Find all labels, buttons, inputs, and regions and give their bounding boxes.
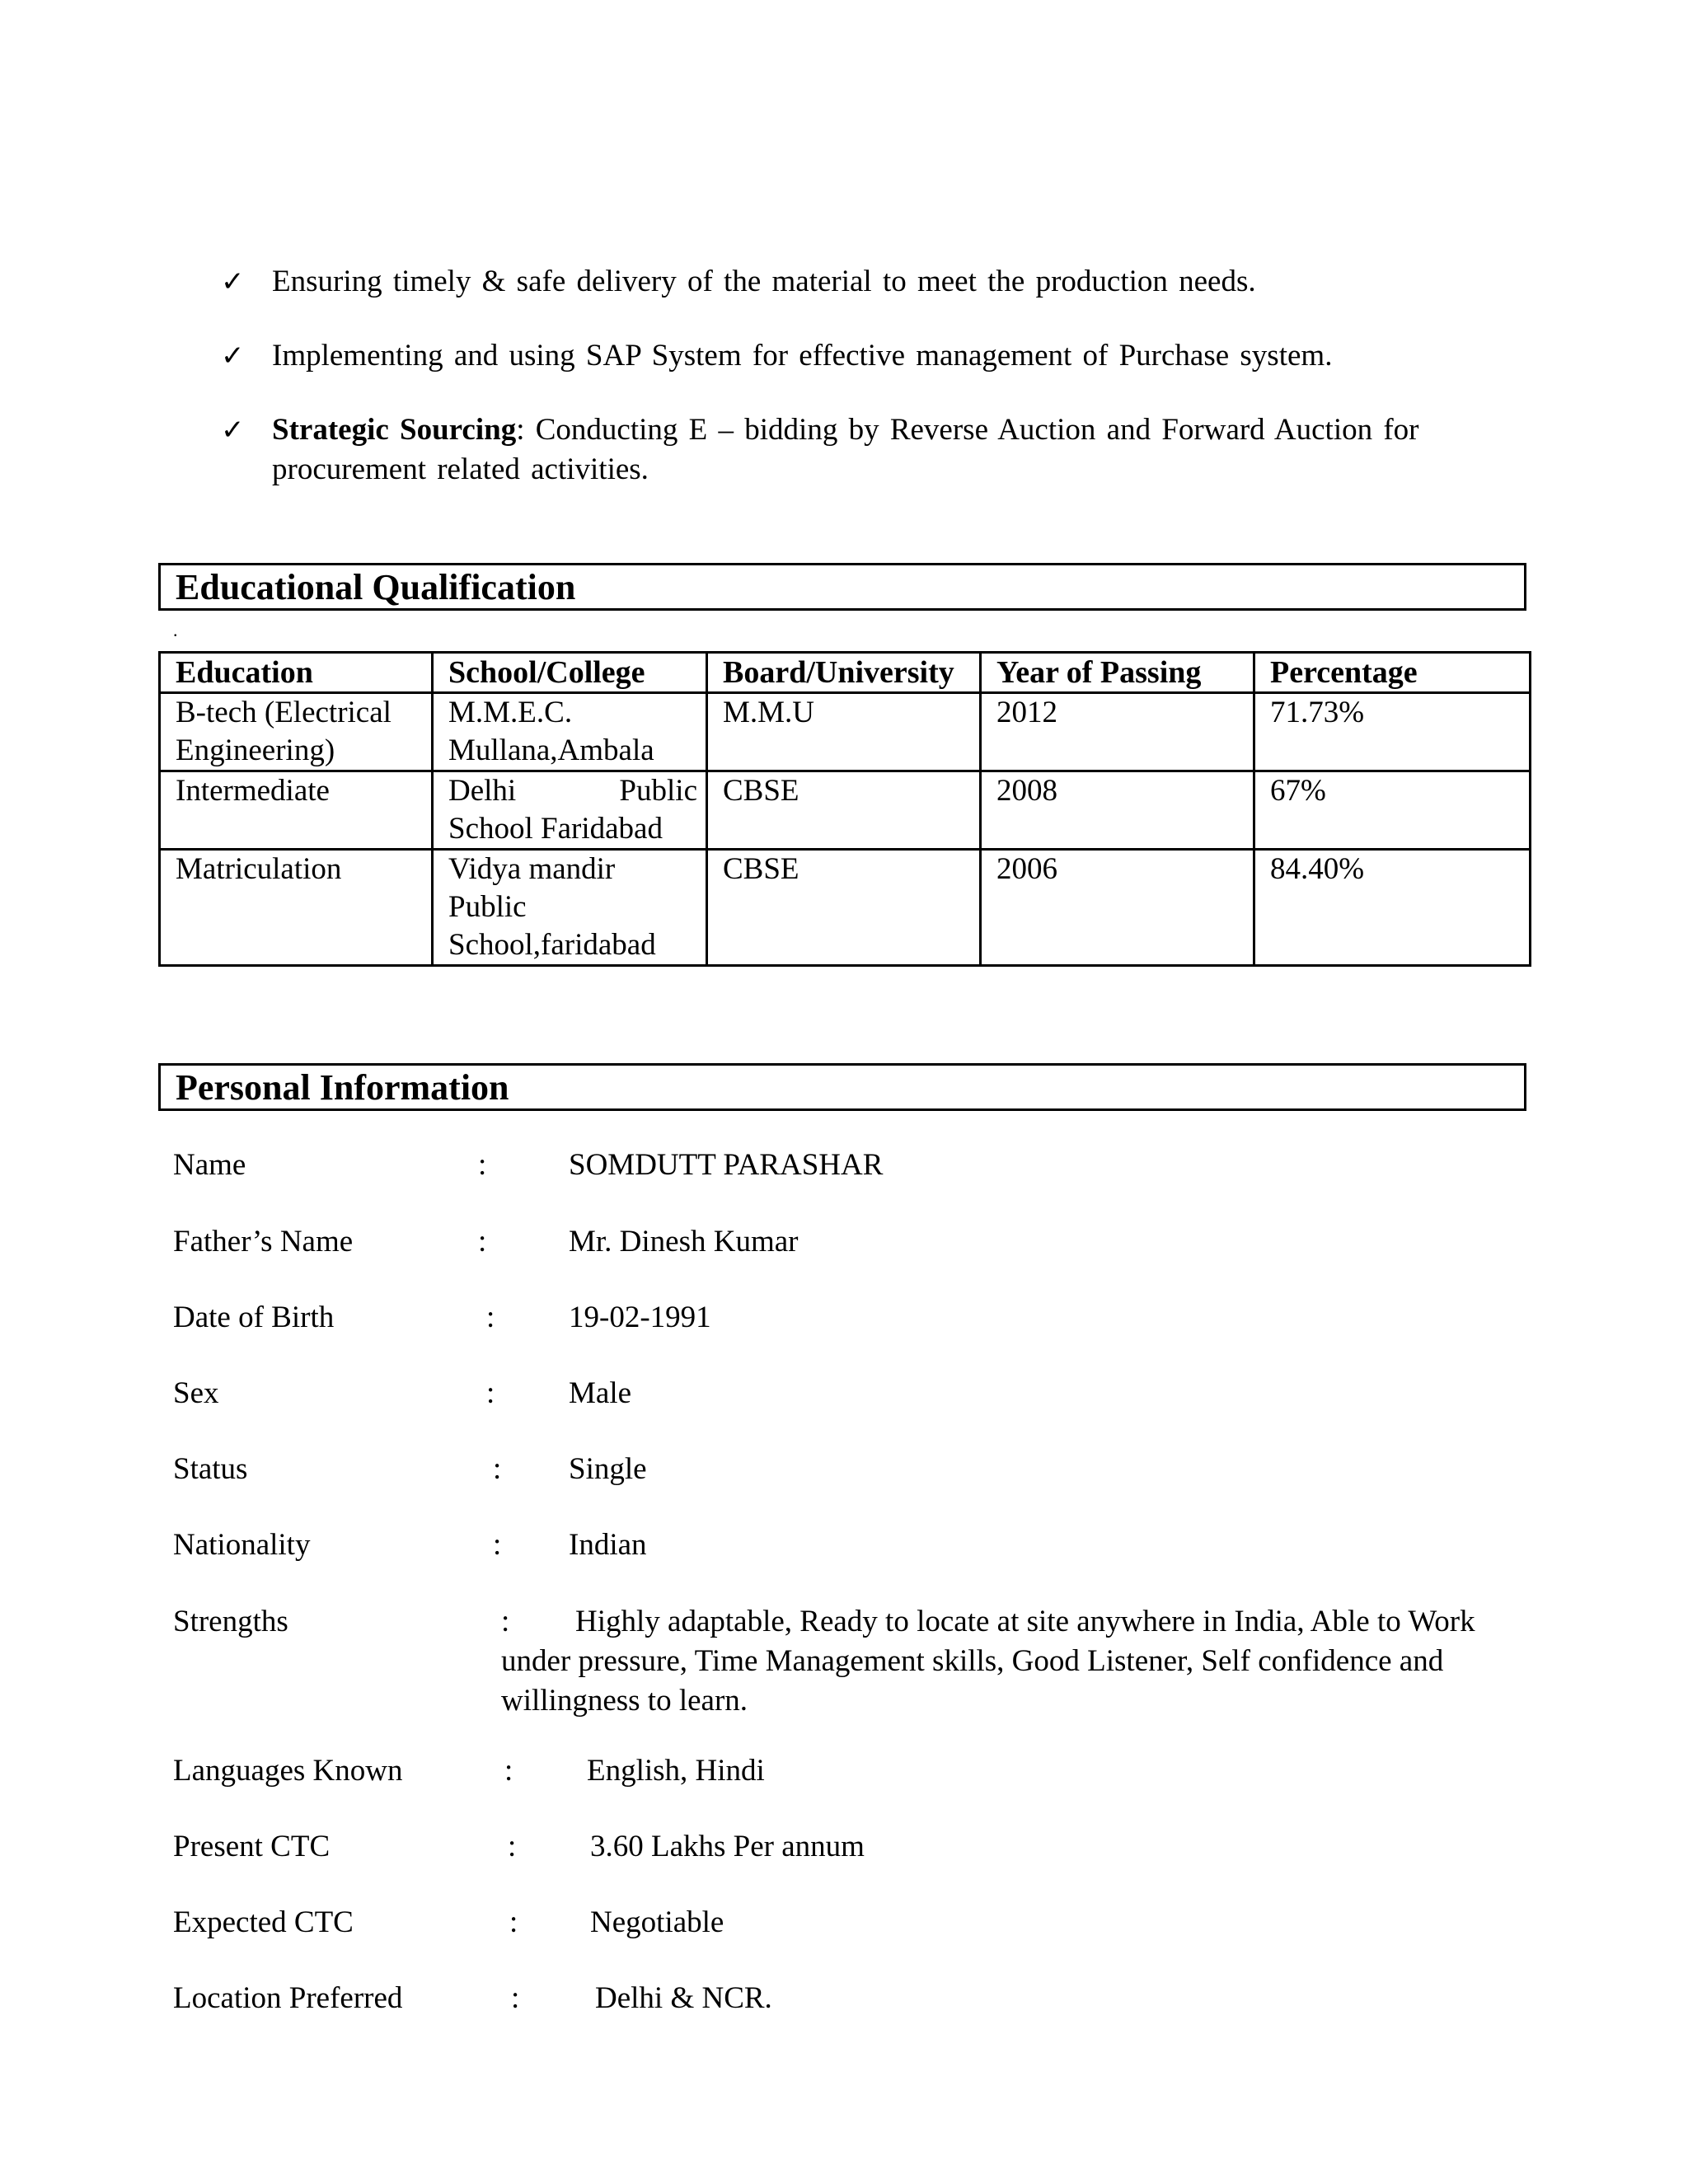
info-colon: : [486, 1376, 495, 1410]
percentage-cell: 67% [1254, 771, 1531, 850]
bullet-text: Ensuring timely & safe delivery of the material to meet the production needs. [272, 265, 1256, 298]
info-row-status [173, 1450, 1492, 1489]
education-cell: Matriculation [160, 850, 433, 966]
checkmark-icon: ✓ [221, 340, 245, 373]
info-label: Date of Birth [173, 1301, 335, 1334]
info-colon: : [493, 1452, 502, 1486]
cell-line: Mullana,Ambala [448, 733, 654, 767]
info-label: Languages Known [173, 1754, 403, 1788]
education-heading: Educational Qualification [158, 563, 1526, 611]
info-label: Name [173, 1148, 246, 1182]
school-cell [433, 771, 707, 850]
info-value: Highly adaptable, Ready to locate at site anywhere in India, Able to Work under pressure, Time Management skills, Good Listener, Self confidence and willingness to learn. [501, 1605, 1475, 1718]
bullet-text: : Conducting E – bidding by Reverse Auction and Forward Auction for procurement related activities. [272, 413, 1419, 486]
list-item [221, 410, 1490, 490]
column-header: School/College [433, 653, 707, 693]
info-row-sex [173, 1374, 1492, 1413]
info-value: Single [569, 1452, 647, 1486]
info-label: Sex [173, 1376, 219, 1410]
info-row-location [173, 1979, 1492, 2018]
info-label: Status [173, 1452, 248, 1486]
board-cell: M.M.U [707, 693, 981, 771]
info-row-father [173, 1222, 1492, 1262]
year-cell: 2006 [981, 850, 1254, 966]
info-colon: : [486, 1301, 495, 1334]
school-cell [433, 693, 707, 771]
info-row-nationality [173, 1526, 1492, 1565]
year-cell: 2008 [981, 771, 1254, 850]
info-colon: : [501, 1605, 510, 1638]
education-cell [160, 693, 433, 771]
column-header: Year of Passing [981, 653, 1254, 693]
info-colon: : [493, 1528, 502, 1562]
info-row-name [173, 1146, 1492, 1185]
year-cell: 2012 [981, 693, 1254, 771]
education-cell: Intermediate [160, 771, 433, 850]
cell-line: Vidya mandir [448, 852, 616, 886]
cell-line: School Faridabad [448, 812, 663, 846]
info-label: Nationality [173, 1528, 311, 1562]
info-label: Father’s Name [173, 1225, 354, 1258]
info-label: Present CTC [173, 1830, 331, 1863]
info-value: Mr. Dinesh Kumar [569, 1225, 799, 1258]
info-label: Location Preferred [173, 1981, 403, 2015]
info-colon: : [511, 1981, 520, 2015]
checkmark-icon: ✓ [221, 414, 245, 447]
personal-info-heading: Personal Information [158, 1063, 1526, 1111]
table-row [160, 850, 1531, 966]
board-cell: CBSE [707, 771, 981, 850]
column-header: Board/University [707, 653, 981, 693]
percentage-cell: 71.73% [1254, 693, 1531, 771]
strengths-text [501, 1602, 1482, 1721]
info-value: English, Hindi [587, 1754, 765, 1788]
info-value: Male [569, 1376, 632, 1410]
info-colon: : [509, 1905, 518, 1939]
percentage-cell: 84.40% [1254, 850, 1531, 966]
board-cell: CBSE [707, 850, 981, 966]
stray-dot: . [173, 620, 178, 640]
info-colon: : [478, 1148, 487, 1182]
info-colon: : [478, 1225, 487, 1258]
info-label: Expected CTC [173, 1905, 354, 1939]
responsibility-list [221, 262, 1490, 524]
info-value: 3.60 Lakhs Per annum [590, 1830, 865, 1863]
column-header: Education [160, 653, 433, 693]
cell-line: Public [448, 890, 527, 924]
list-item [221, 262, 1490, 302]
school-cell [433, 850, 707, 966]
info-colon: : [504, 1754, 513, 1788]
education-table [158, 651, 1531, 967]
checkmark-icon: ✓ [221, 265, 245, 298]
table-row [160, 771, 1531, 850]
table-header-row [160, 653, 1531, 693]
info-row-present-ctc [173, 1827, 1492, 1867]
info-label: Strengths [173, 1605, 288, 1638]
column-header: Percentage [1254, 653, 1531, 693]
cell-line: M.M.E.C. [448, 696, 573, 729]
info-value: 19-02-1991 [569, 1301, 711, 1334]
info-row-expected-ctc [173, 1903, 1492, 1943]
info-colon: : [508, 1830, 517, 1863]
bullet-bold-term: Strategic Sourcing [272, 413, 517, 447]
info-value: Negotiable [590, 1905, 724, 1939]
bullet-text: Implementing and using SAP System for effective management of Purchase system. [272, 339, 1333, 373]
info-value: Indian [569, 1528, 647, 1562]
info-row-languages [173, 1751, 1492, 1791]
cell-line: B-tech (Electrical [176, 696, 392, 729]
info-value: SOMDUTT PARASHAR [569, 1148, 884, 1182]
info-value: Delhi & NCR. [595, 1981, 772, 2015]
cell-line: Engineering) [176, 733, 335, 767]
info-row-dob [173, 1298, 1492, 1338]
list-item [221, 336, 1490, 376]
table-row [160, 693, 1531, 771]
cell-line: School,faridabad [448, 928, 656, 962]
cell-line: Delhi Public [448, 774, 697, 808]
